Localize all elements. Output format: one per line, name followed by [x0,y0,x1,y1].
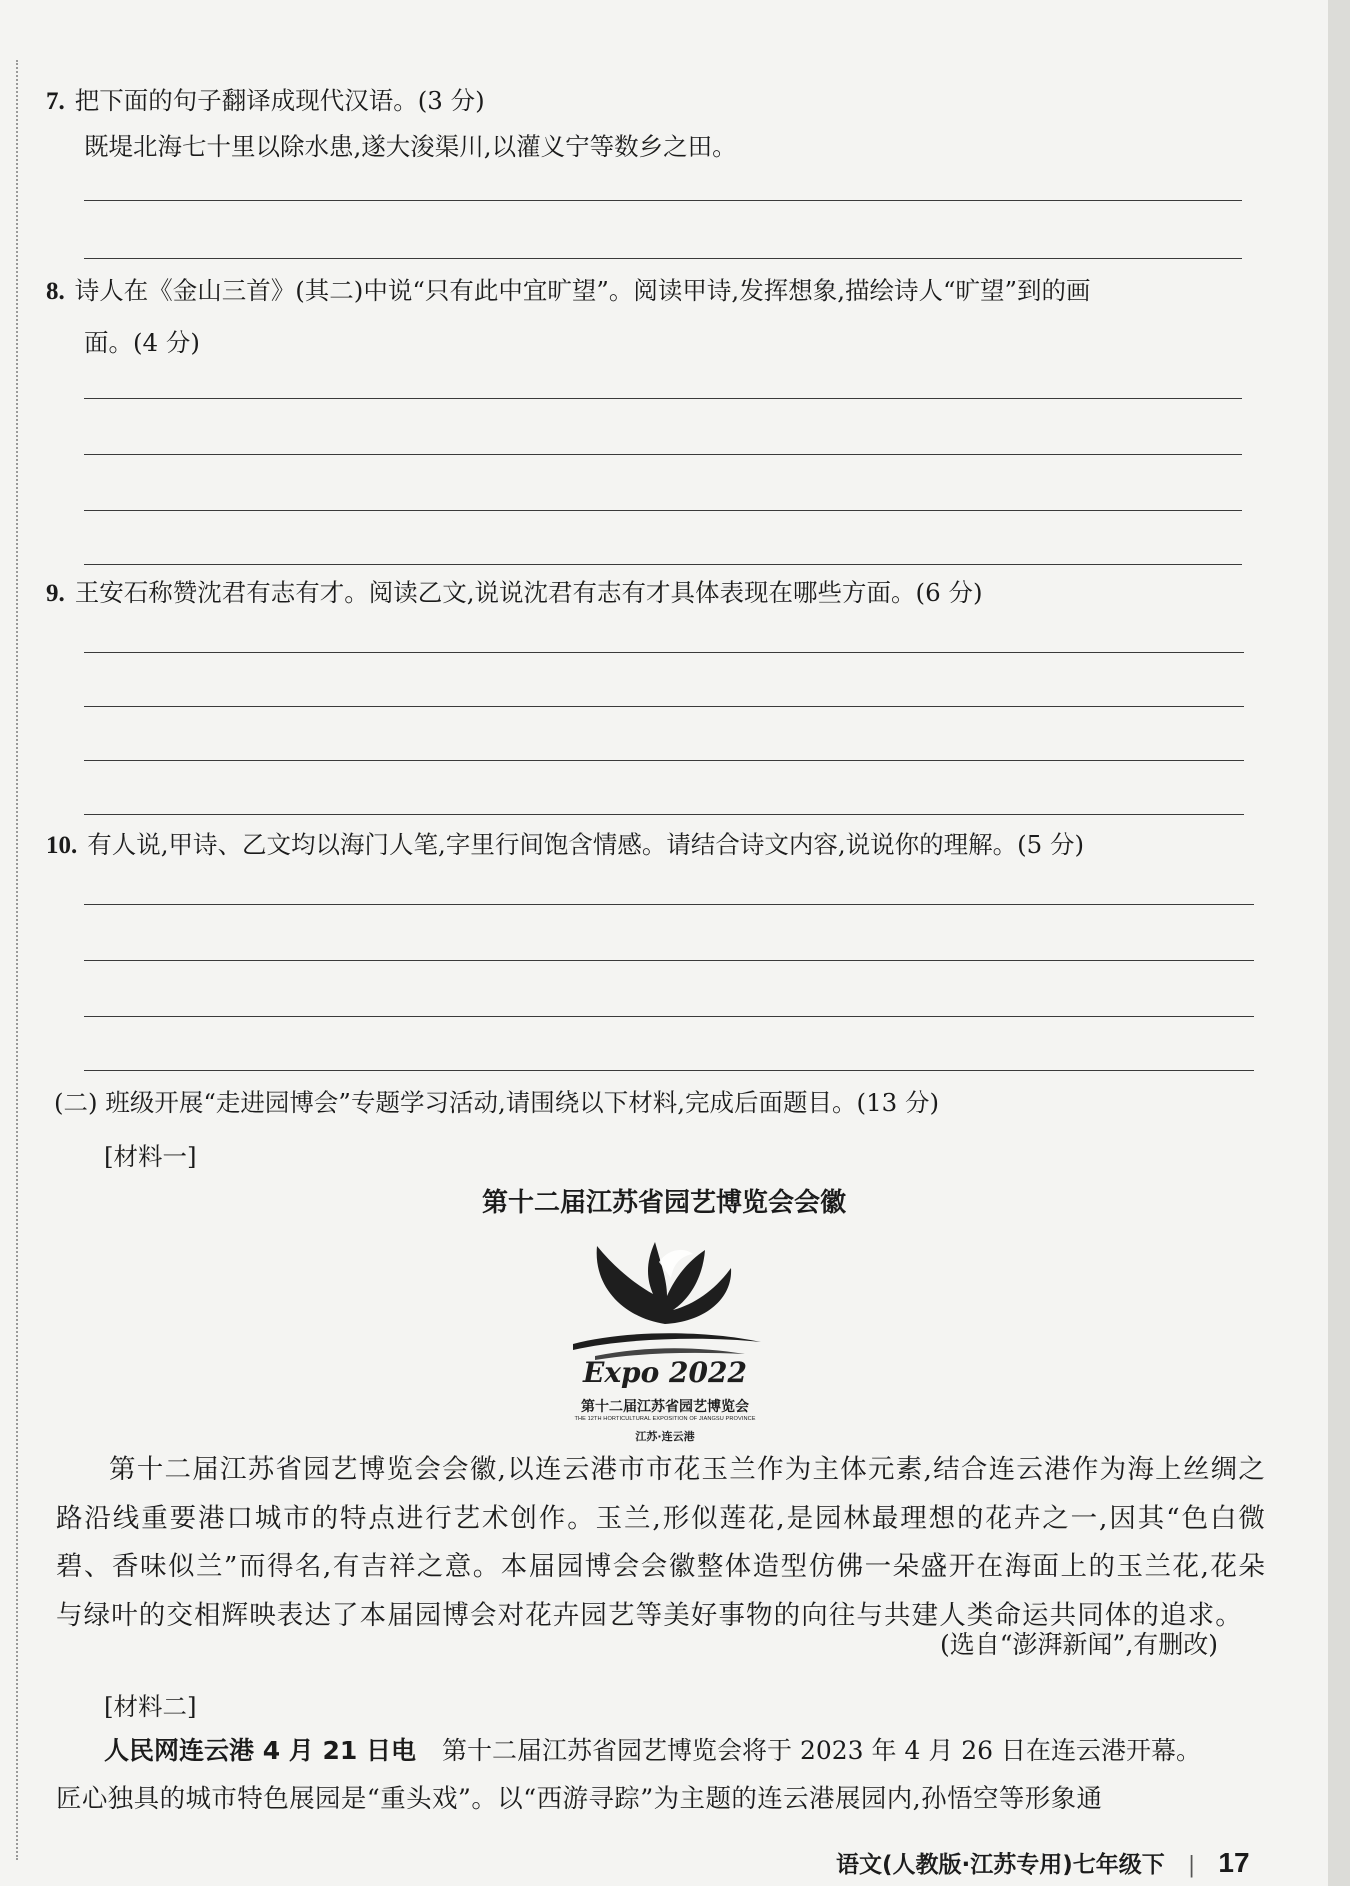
news-text: 第十二届江苏省园艺博览会将于 2023 年 4 月 26 日在连云港开幕。 [442,1736,1202,1765]
expo-emblem [555,1228,775,1478]
material-label: [材料一] [104,1142,197,1171]
news-dateline: 人民网连云港 4 月 21 日电 [104,1736,417,1765]
emblem-location: 江苏·连云港 [635,1430,695,1443]
answer-line[interactable] [84,652,1244,653]
expo-wordmark: Expo 2022 [583,1356,747,1389]
answer-line[interactable] [84,760,1244,761]
magnolia-logo-icon [555,1228,775,1368]
answer-line[interactable] [84,200,1242,201]
answer-line[interactable] [84,398,1242,399]
page-edge [1328,0,1350,1886]
answer-line[interactable] [84,258,1242,259]
question-number: 7. [46,88,65,115]
section-heading: (二) 班级开展“走进园博会”专题学习活动,请围绕以下材料,完成后面题目。(13 分) [54,1088,940,1117]
answer-line[interactable] [84,814,1244,815]
question-text: 有人说,甲诗、乙文均以海门人笔,字里行间饱含情感。请结合诗文内容,说说你的理解。(5 分) [87,830,1085,859]
page-number: 17 [1218,1847,1250,1878]
classical-sentence: 既堤北海七十里以除水患,遂大浚渠川,以灌义宁等数乡之田。 [84,132,737,161]
material1-paragraph: 第十二届江苏省园艺博览会会徽,以连云港市市花玉兰作为主体元素,结合连云港作为海上丝绸之路沿线重要港口城市的特点进行艺术创作。玉兰,形似莲花,是园林最理想的花卉之一,因其“色白微碧、香味似兰”而得名,有吉祥之意。本届园博会会徽整体造型仿佛一朵盛开在海面上的玉兰花,花朵与绿叶的交相辉映表达了本届园博会对花卉园艺等美好事物的向往与共建人类命运共同体的追求。 [56,1454,1266,1631]
answer-line[interactable] [84,564,1242,565]
footer-separator: | [1187,1853,1196,1878]
answer-line[interactable] [84,706,1244,707]
question-number: 10. [46,832,78,859]
page-footer [836,1846,1250,1879]
emblem-title: 第十二届江苏省园艺博览会会徽 [481,1188,846,1218]
question-9 [46,576,983,611]
answer-line[interactable] [84,1070,1254,1071]
answer-line[interactable] [84,960,1254,961]
book-title: 语文(人教版·江苏专用)七年级下 [836,1852,1165,1878]
answer-line[interactable] [84,454,1242,455]
answer-line[interactable] [84,904,1254,905]
emblem-name-cn: 第十二届江苏省园艺博览会 [581,1399,749,1415]
question-text: 王安石称赞沈君有志有才。阅读乙文,说说沈君有志有才具体表现在哪些方面。(6 分) [74,578,983,607]
material2-line1 [104,1734,1201,1768]
question-text: 诗人在《金山三首》(其二)中说“只有此中宜旷望”。阅读甲诗,发挥想象,描绘诗人“旷望”到的画 [74,276,1091,305]
question-10 [46,828,1084,863]
answer-line[interactable] [84,1016,1254,1017]
question-text-cont: 面。(4 分) [84,328,200,357]
emblem-name-en: THE 12TH HORTICULTURAL EXPOSITION OF JIANGSU PROVINCE [574,1416,756,1422]
material-label: [材料二] [104,1692,197,1721]
answer-line[interactable] [84,510,1242,511]
question-number: 9. [46,580,65,607]
source-note: (选自“澎湃新闻”,有删改) [940,1630,1219,1659]
question-number: 8. [46,278,65,305]
question-7 [46,84,485,119]
material2-line2: 匠心独具的城市特色展园是“重头戏”。以“西游寻踪”为主题的连云港展园内,孙悟空等形象通 [56,1784,1103,1814]
question-8 [46,274,1091,309]
question-text: 把下面的句子翻译成现代汉语。(3 分) [74,86,485,115]
binding-margin [16,60,18,1860]
